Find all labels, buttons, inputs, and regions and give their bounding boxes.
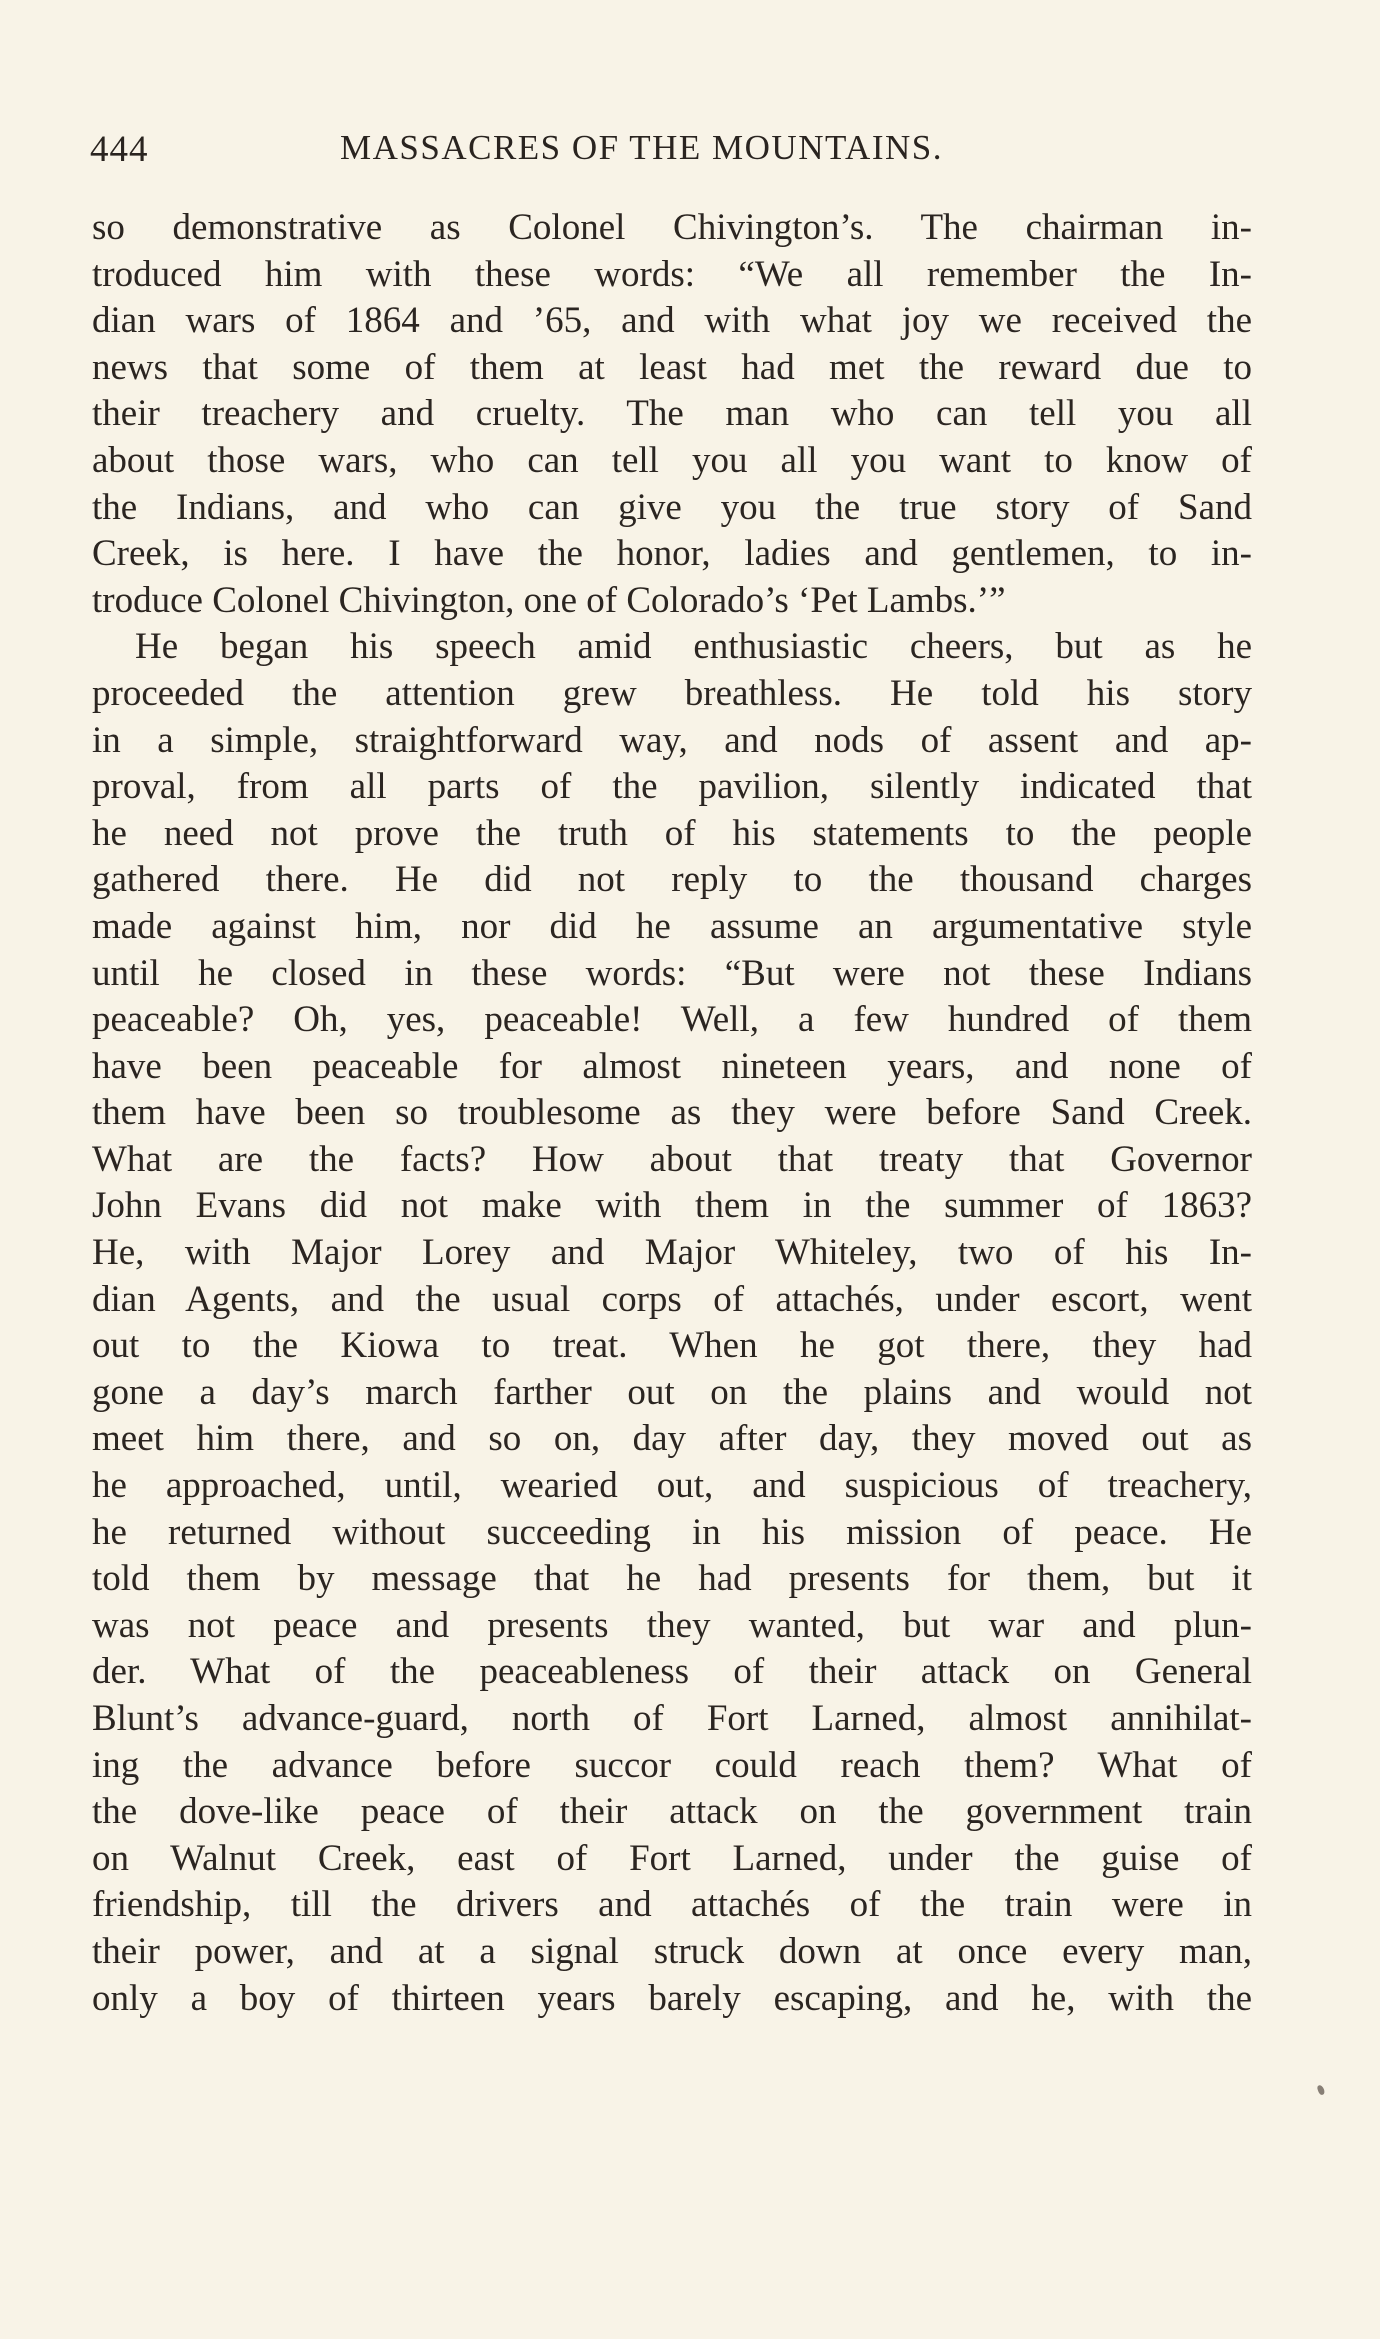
text-line: gone a day’s march farther out on the plains and would not: [92, 1371, 1252, 1413]
text-line: their treachery and cruelty. The man who can tell you all: [92, 393, 1252, 435]
text-line: Blunt’s advance-guard, north of Fort Larned, almost annihilat-: [92, 1698, 1252, 1739]
text-line: was not peace and presents they wanted, but war and plun-: [92, 1604, 1252, 1646]
running-head: [90, 128, 1260, 176]
text-line: He began his speech amid enthusiastic cheers, but as he: [135, 626, 1252, 668]
text-line: news that some of them at least had met the reward due to: [92, 346, 1252, 388]
text-line: He, with Major Lorey and Major Whiteley, two of his In-: [92, 1232, 1252, 1274]
text-line: have been peaceable for almost nineteen years, and none of: [92, 1045, 1252, 1087]
text-line: peaceable? Oh, yes, peaceable! Well, a few hundred of them: [92, 999, 1252, 1041]
text-line: them have been so troublesome as they were before Sand Creek.: [92, 1092, 1252, 1134]
text-line: proval, from all parts of the pavilion, silently indicated that: [92, 766, 1252, 808]
text-line: friendship, till the drivers and attachés of the train were in: [92, 1884, 1252, 1926]
text-line: in a simple, straightforward way, and nods of assent and ap-: [92, 719, 1252, 761]
text-line: their power, and at a signal struck down at once every man,: [92, 1930, 1252, 1972]
page-number: 444: [90, 129, 149, 170]
body-text: [92, 205, 1252, 2022]
text-line: he returned without succeeding in his mission of peace. He: [92, 1511, 1252, 1553]
text-line: he approached, until, wearied out, and suspicious of treachery,: [92, 1465, 1252, 1507]
text-line: about those wars, who can tell you all you want to know of: [92, 439, 1252, 481]
running-title: MASSACRES OF THE MOUNTAINS.: [340, 128, 943, 167]
text-line: on Walnut Creek, east of Fort Larned, under the guise of: [92, 1837, 1252, 1879]
text-line: the dove-like peace of their attack on the government train: [92, 1791, 1252, 1833]
text-line: Creek, is here. I have the honor, ladies and gentlemen, to in-: [92, 533, 1252, 575]
text-line: the Indians, and who can give you the true story of Sand: [92, 486, 1252, 528]
text-line: dian Agents, and the usual corps of attachés, under escort, went: [92, 1278, 1252, 1320]
text-line: he need not prove the truth of his statements to the people: [92, 812, 1252, 854]
text-line: ing the advance before succor could reach them? What of: [92, 1744, 1252, 1786]
text-line: until he closed in these words: “But were not these Indians: [92, 952, 1252, 994]
text-line: proceeded the attention grew breathless. He told his story: [92, 672, 1252, 714]
text-line: out to the Kiowa to treat. When he got there, they had: [92, 1325, 1252, 1367]
text-line: so demonstrative as Colonel Chivington’s. The chairman in-: [92, 207, 1252, 248]
text-line: only a boy of thirteen years barely escaping, and he, with the: [92, 1977, 1252, 2019]
text-line: troduce Colonel Chivington, one of Colorado’s ‘Pet Lambs.’”: [92, 579, 1006, 621]
text-line: told them by message that he had presents for them, but it: [92, 1558, 1252, 1600]
ink-speck: [1316, 2084, 1325, 2095]
text-line: der. What of the peaceableness of their attack on General: [92, 1651, 1252, 1693]
text-line: John Evans did not make with them in the summer of 1863?: [92, 1185, 1252, 1227]
text-line: What are the facts? How about that treaty that Governor: [92, 1138, 1252, 1180]
text-line: gathered there. He did not reply to the thousand charges: [92, 859, 1252, 901]
text-line: meet him there, and so on, day after day, they moved out as: [92, 1418, 1252, 1460]
text-line: troduced him with these words: “We all remember the In-: [92, 253, 1252, 295]
text-line: dian wars of 1864 and ’65, and with what joy we received the: [92, 300, 1252, 342]
text-line: made against him, nor did he assume an argumentative style: [92, 905, 1252, 947]
